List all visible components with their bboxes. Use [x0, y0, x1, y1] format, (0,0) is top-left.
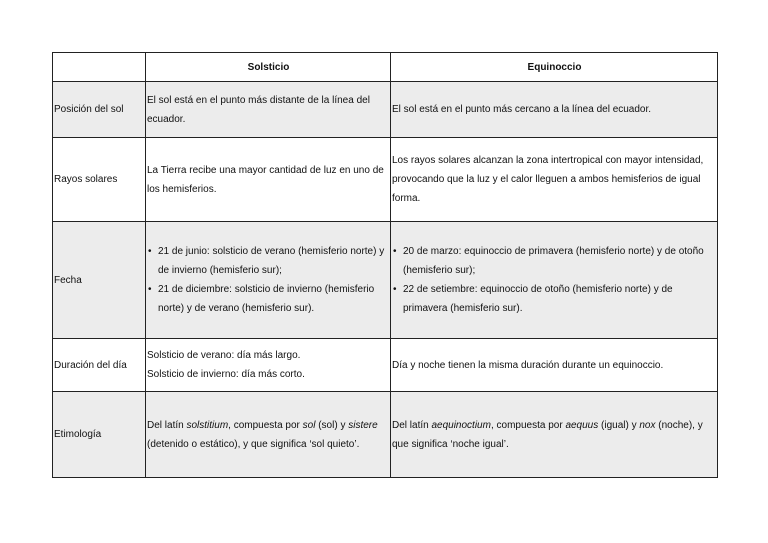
text-fragment: Del latín: [392, 419, 432, 431]
list-item: • 21 de junio: solsticio de verano (hemisferio norte) y de invierno (hemisferio sur);: [147, 242, 390, 280]
text-fragment: Del latín: [147, 419, 187, 431]
latin-word: solstitium: [186, 419, 229, 431]
list-item: • 20 de marzo: equinoccio de primavera (hemisferio norte) y de otoño (hemisferio sur);: [392, 242, 717, 280]
latin-word: sistere: [348, 419, 378, 431]
cell-solsticio-rayos: La Tierra recibe una mayor cantidad de luz en uno de los hemisferios.: [146, 138, 391, 222]
table-row: [53, 222, 718, 339]
cell-equinoccio-duracion: Día y noche tienen la misma duración durante un equinoccio.: [391, 339, 718, 392]
text-fragment: (detenido o estático), y que significa ‘sol quieto’.: [147, 438, 360, 450]
text-line: Solsticio de invierno: día más corto.: [147, 369, 305, 380]
header-equinoccio: Equinoccio: [391, 53, 718, 82]
table-row: [53, 138, 718, 222]
text-fragment: , compuesta por: [228, 419, 303, 431]
table-row: [53, 82, 718, 138]
row-label-rayos: Rayos solares: [53, 138, 146, 222]
latin-word: aequinoctium: [431, 419, 491, 431]
row-label-duracion: Duración del día: [53, 339, 146, 392]
text-line: Solsticio de verano: día más largo.: [147, 350, 301, 361]
row-label-posicion: Posición del sol: [53, 82, 146, 138]
text-fragment: (noche), y que significa ‘noche igual’.: [392, 419, 703, 450]
text-fragment: (sol) y: [315, 419, 349, 431]
table-row: [53, 392, 718, 478]
cell-solsticio-fecha: [146, 222, 391, 339]
latin-word: nox: [639, 419, 656, 431]
cell-solsticio-duracion: [146, 339, 391, 392]
cell-equinoccio-etimologia: [391, 392, 718, 478]
cell-solsticio-etimologia: [146, 392, 391, 478]
header-row: [53, 53, 718, 82]
list-item: • 22 de setiembre: equinoccio de otoño (hemisferio norte) y de primavera (hemisferio sur).: [392, 280, 717, 318]
text-fragment: , compuesta por: [490, 419, 566, 431]
latin-word: sol: [302, 419, 316, 431]
table-row: [53, 339, 718, 392]
bullet-list: [392, 242, 717, 318]
row-label-etimologia: Etimología: [53, 392, 146, 478]
row-label-fecha: Fecha: [53, 222, 146, 339]
comparison-table: [52, 52, 718, 478]
cell-solsticio-posicion: El sol está en el punto más distante de la línea del ecuador.: [146, 82, 391, 138]
cell-equinoccio-posicion: El sol está en el punto más cercano a la línea del ecuador.: [391, 82, 718, 138]
header-empty: [53, 53, 146, 82]
bullet-list: [147, 242, 390, 318]
cell-equinoccio-rayos: Los rayos solares alcanzan la zona intertropical con mayor intensidad, provocando que la luz y el calor lleguen a ambos hemisferios de igual forma.: [391, 138, 718, 222]
cell-equinoccio-fecha: [391, 222, 718, 339]
list-item: • 21 de diciembre: solsticio de invierno (hemisferio norte) y de verano (hemisferio sur).: [147, 280, 390, 318]
latin-word: aequus: [565, 419, 599, 431]
text-fragment: (igual) y: [598, 419, 640, 431]
header-solsticio: Solsticio: [146, 53, 391, 82]
